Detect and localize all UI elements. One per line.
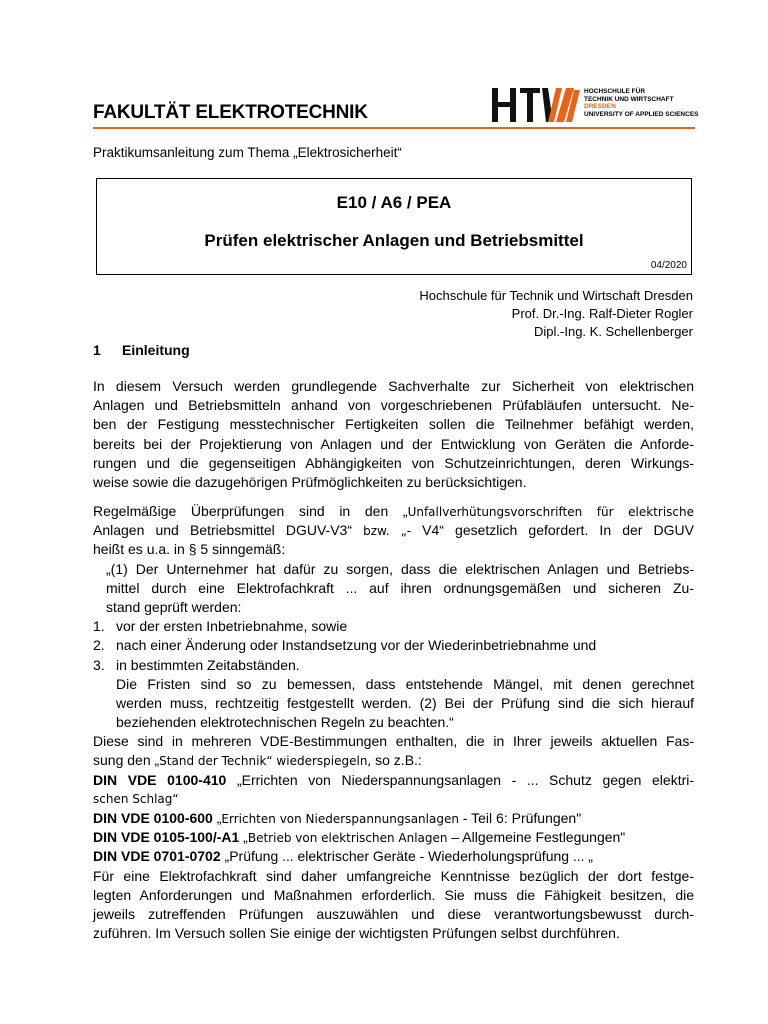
text-line: weise sowie die dazugehörigen Prüfmöglichkeiten zu berücksichtigen.: [93, 473, 527, 490]
title-box: [96, 178, 692, 275]
author-institution: Hochschule für Technik und Wirtschaft Dresden: [419, 288, 693, 303]
author-professor: Prof. Dr.-Ing. Ralf-Dieter Rogler: [511, 306, 693, 321]
header-rule: [93, 127, 695, 129]
quote-line: Die Fristen sind so zu bemessen, dass entstehende Mängel, mit denen gerechnet: [116, 675, 694, 692]
section-number: 1: [93, 342, 101, 358]
experiment-code: E10 / A6 / PEA: [336, 193, 452, 212]
text-line: heißt es u.a. in § 5 sinngemäß:: [93, 541, 286, 558]
logo-line: UNIVERSITY OF APPLIED SCIENCES: [584, 110, 699, 118]
logo-line: HOCHSCHULE FÜR: [584, 88, 646, 95]
text-line: ben der Festigung messtechnischer Fertigkeiten sollen die Teilnehmer befähigt werden,: [93, 416, 694, 433]
quote-line: werden muss, rechtzeitig festgestellt werden. (2) Bei der Prüfung sind die sich hierauf: [116, 694, 694, 711]
standard-din-0701-0702: DIN VDE 0701-0702 „Prüfung ... elektrischer Geräte - Wiederholungsprüfung ... „: [93, 848, 593, 865]
list-item: 3. in bestimmten Zeitabständen.: [93, 656, 300, 673]
standard-din-0100-600: DIN VDE 0100-600 „Errichten von Niederspannungsanlagen - Teil 6: Prüfungen": [93, 810, 582, 826]
section-title: Einleitung: [122, 342, 190, 358]
quote-line: „(1) Der Unternehmer hat dafür zu sorgen, dass die elektrischen Anlagen und Betriebs-: [106, 560, 694, 577]
standard-din-0100-410: DIN VDE 0100-410 „Errichten von Niederspannungsanlagen - ... Schutz gegen elektri-: [93, 771, 695, 788]
quote-line: stand geprüft werden:: [106, 598, 242, 615]
text-line: Diese sind in mehreren VDE-Bestimmungen enthalten, die in Ihrer jeweils aktuellen Fas-: [93, 733, 694, 750]
text-line: zuführen. Im Versuch sollen Sie einige der wichtigsten Prüfungen selbst durchführen.: [93, 925, 620, 942]
standard-din-0105-100: DIN VDE 0105-100/-A1 „Betrieb von elektrischen Anlagen – Allgemeine Festlegungen": [93, 829, 626, 846]
text-line: legten Anforderungen und Maßnahmen erforderlich. Sie muss die Fähigkeit besitzen, die: [93, 886, 694, 903]
text-line: rungen und die gegenseitigen Abhängigkeiten von Schutzeinrichtungen, deren Wirkungs-: [93, 454, 694, 471]
logo-line: DRESDEN: [584, 103, 616, 111]
htw-logo-mark: [490, 86, 582, 124]
text-line: Für eine Elektrofachkraft sind daher umfangreiche Kenntnisse bezüglich der dort festge-: [93, 867, 694, 884]
document-title: Prüfen elektrischer Anlagen und Betriebsmittel: [204, 231, 584, 250]
quote-line: beziehenden elektrotechnischen Regeln zu beachten.“: [116, 714, 454, 731]
faculty-title: FAKULTÄT ELEKTROTECHNIK: [93, 102, 368, 123]
text-line: Anlagen und Betriebsmittel DGUV-V3“ bzw. „- V4“ gesetzlich gefordert. In der DGUV: [93, 522, 695, 539]
htw-logo: [490, 86, 700, 124]
document-subtitle: Praktikumsanleitung zum Thema „Elektrosicherheit“: [93, 145, 402, 160]
quote-line: mittel durch eine Elektrofachkraft ... auf ihren ordnungsgemäßen und sicheren Zu-: [106, 579, 694, 596]
list-item: 1. vor der ersten Inbetriebnahme, sowie: [93, 618, 348, 635]
text-line: schen Schlag“: [93, 791, 179, 806]
document-date: 04/2020: [650, 260, 687, 271]
logo-line: TECHNIK UND WIRTSCHAFT: [584, 95, 674, 103]
text-line: bereits bei der Projektierung von Anlagen und der Entwicklung von Geräten die Anforde-: [93, 435, 694, 452]
section-heading: [93, 342, 190, 358]
text-line: sung den „Stand der Technik“ wiederspiegeln, so z.B.:: [93, 752, 422, 769]
author-engineer: Dipl.-Ing. K. Schellenberger: [534, 324, 693, 339]
text-line: Anlagen und Betriebsmitteln anhand von vorgeschriebenen Prüfabläufen untersucht. Ne-: [93, 397, 694, 414]
text-line: Regelmäßige Überprüfungen sind in den „Unfallverhütungsvorschriften für elektrische: [93, 503, 694, 519]
regulation-paragraph: [93, 502, 694, 943]
text-line: jeweils zutreffenden Prüfungen auszuwählen und diese verantwortungsbewusst durch-: [93, 905, 694, 922]
intro-paragraph: [93, 377, 694, 492]
text-line: In diesem Versuch werden grundlegende Sachverhalte zur Sicherheit von elektrischen: [93, 378, 694, 394]
list-item: 2. nach einer Änderung oder Instandsetzung vor der Wiederinbetriebnahme und: [93, 637, 597, 654]
logo-text: [584, 88, 699, 118]
